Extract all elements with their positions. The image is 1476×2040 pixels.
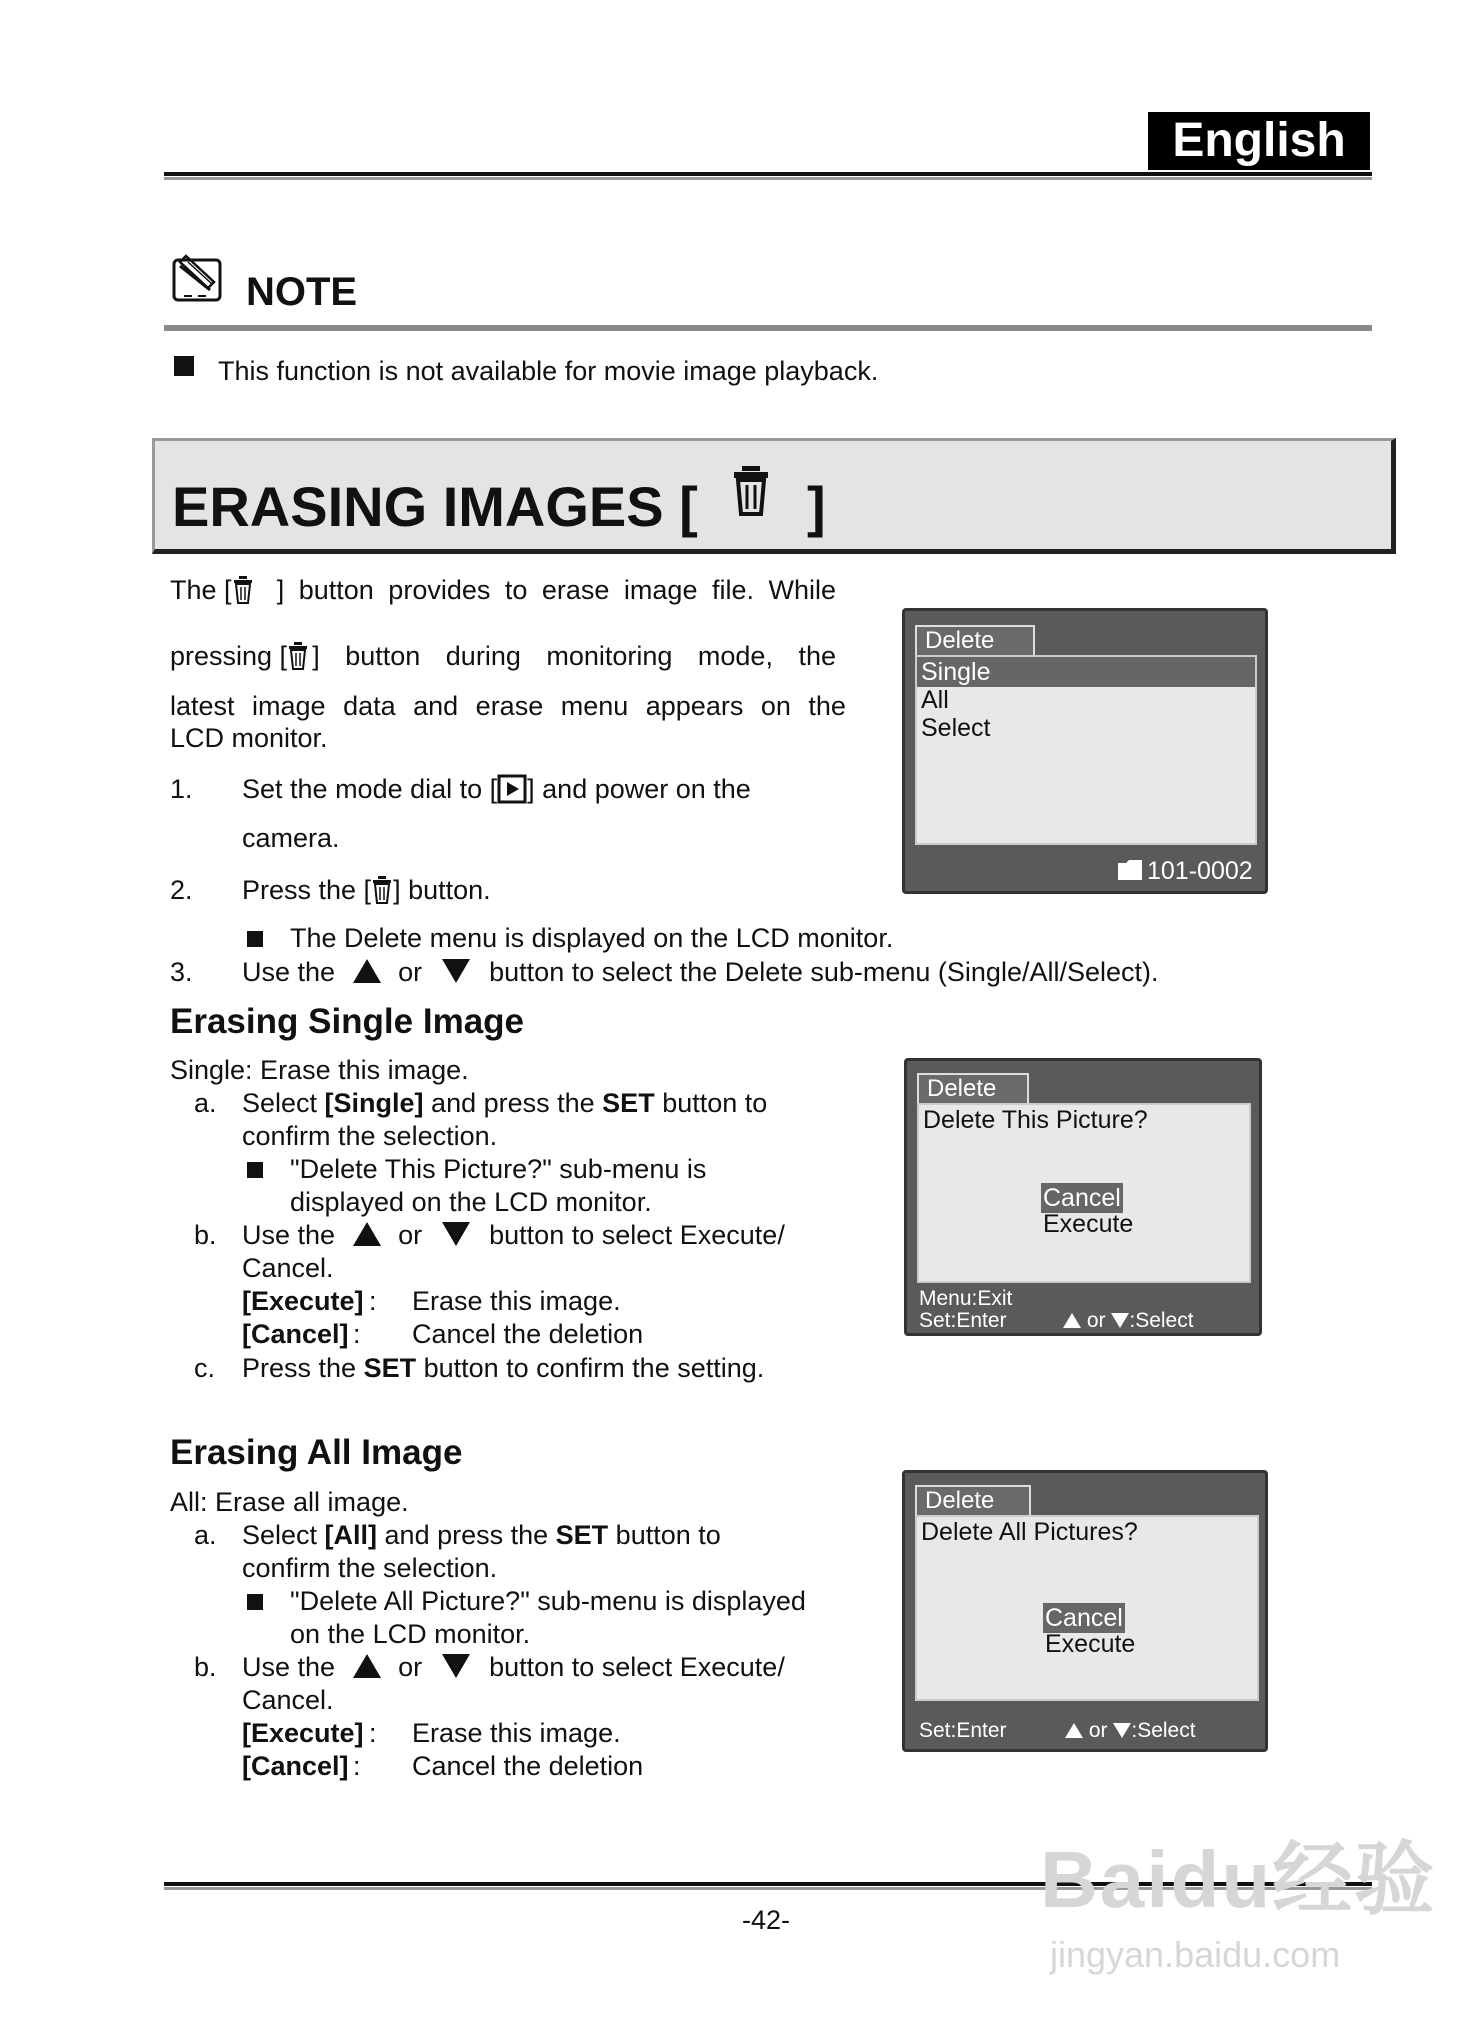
up-arrow-icon <box>1063 1313 1081 1328</box>
folder-icon <box>1117 859 1143 881</box>
execute-label: [Execute] <box>242 1286 364 1316</box>
all-a-continued: confirm the selection. <box>242 1553 498 1583</box>
lcd-panel <box>915 1515 1259 1701</box>
single-a-bullet-1: "Delete This Picture?" sub-menu is <box>290 1154 707 1184</box>
all-b-text: Use the or button to select Execute/ <box>242 1652 785 1682</box>
lcd-footer-select: or :Select <box>1065 1719 1196 1743</box>
menu-item-all[interactable]: All <box>921 686 949 714</box>
lcd-delete-menu <box>902 608 1268 894</box>
execute-option[interactable]: Execute <box>1043 1210 1134 1238</box>
language-badge: English <box>1148 112 1370 170</box>
page-number: -42- <box>741 1905 790 1935</box>
bullet-icon <box>247 1162 263 1183</box>
intro-line-2: pressing [ ] button during monitoring mode, the <box>170 641 836 671</box>
execute-desc: Erase this image. <box>412 1718 621 1748</box>
list-label: a. <box>194 1520 217 1550</box>
lcd-question: Delete This Picture? <box>923 1106 1148 1134</box>
step-1-continued: camera. <box>242 823 340 853</box>
bullet-icon <box>247 931 263 952</box>
up-arrow-icon <box>353 1654 381 1678</box>
trash-icon <box>232 575 254 605</box>
lcd-file-number: 101-0002 <box>1147 857 1253 885</box>
down-arrow-icon <box>442 1654 470 1678</box>
step-number: 1. <box>170 774 193 804</box>
playback-mode-icon <box>497 774 527 804</box>
step-3-text: Use the or button to select the Delete sub-menu (Single/All/Select). <box>242 957 1159 987</box>
all-heading: Erasing All Image <box>170 1433 463 1472</box>
list-label: b. <box>194 1652 217 1682</box>
up-arrow-icon <box>1065 1723 1083 1738</box>
list-label: a. <box>194 1088 217 1118</box>
execute-desc: Erase this image. <box>412 1286 621 1316</box>
up-arrow-icon <box>353 1222 381 1246</box>
all-b-continued: Cancel. <box>242 1685 334 1715</box>
lcd-panel <box>917 1103 1251 1283</box>
lcd-question: Delete All Pictures? <box>921 1518 1138 1546</box>
execute-option[interactable]: Execute <box>1045 1630 1136 1658</box>
up-arrow-icon <box>353 959 381 983</box>
note-pad-icon <box>170 252 226 306</box>
down-arrow-icon <box>442 959 470 983</box>
intro-line-1: The [ ] button provides to erase image file. While <box>170 575 836 605</box>
lcd-footer-exit: Menu:Exit <box>919 1287 1013 1310</box>
single-heading: Erasing Single Image <box>170 1002 524 1041</box>
intro-line-3: latest image data and erase menu appears on the <box>170 691 846 721</box>
single-b-continued: Cancel. <box>242 1253 334 1283</box>
step-1-text: Set the mode dial to [ ] and power on the <box>242 774 751 804</box>
note-rule <box>164 325 1372 331</box>
single-a-continued: confirm the selection. <box>242 1121 498 1151</box>
section-title-suffix: ] <box>806 475 826 538</box>
down-arrow-icon <box>1113 1723 1131 1738</box>
menu-item-select[interactable]: Select <box>921 714 991 742</box>
down-arrow-icon <box>442 1222 470 1246</box>
section-title-prefix: ERASING IMAGES [ <box>172 475 698 538</box>
cancel-option[interactable]: Cancel <box>1043 1184 1121 1212</box>
header-rule-shadow <box>164 177 1372 180</box>
cancel-colon: : <box>353 1751 361 1781</box>
trash-icon <box>287 641 309 671</box>
lcd-footer-enter: Set:Enter <box>919 1309 1007 1332</box>
all-a-bullet-2: on the LCD monitor. <box>290 1619 531 1649</box>
lcd-delete-picture <box>904 1058 1262 1336</box>
single-desc: Single: Erase this image. <box>170 1055 469 1085</box>
note-title: NOTE <box>246 270 358 314</box>
section-title <box>172 462 826 540</box>
single-a-text: Select [Single] and press the SET button to <box>242 1088 768 1118</box>
cancel-label: [Cancel] <box>242 1751 349 1781</box>
list-label: b. <box>194 1220 217 1250</box>
intro-line-4: LCD monitor. <box>170 723 328 753</box>
header-rule <box>164 172 1372 176</box>
cancel-option[interactable]: Cancel <box>1045 1604 1123 1632</box>
all-a-bullet-1: "Delete All Picture?" sub-menu is displayed <box>290 1586 806 1616</box>
cancel-desc: Cancel the deletion <box>412 1319 644 1349</box>
all-a-text: Select [All] and press the SET button to <box>242 1520 721 1550</box>
lcd-tab: Delete <box>915 1485 1031 1515</box>
cancel-desc: Cancel the deletion <box>412 1751 644 1781</box>
lcd-footer-enter: Set:Enter <box>919 1719 1007 1742</box>
bullet-icon <box>247 1594 263 1615</box>
list-label: c. <box>194 1353 216 1383</box>
cancel-colon: : <box>353 1319 361 1349</box>
all-desc: All: Erase all image. <box>170 1487 409 1517</box>
trash-icon <box>371 875 393 905</box>
down-arrow-icon <box>1111 1313 1129 1328</box>
lcd-tab: Delete <box>915 625 1035 655</box>
cancel-label: [Cancel] <box>242 1319 349 1349</box>
execute-colon: : <box>369 1286 377 1316</box>
step-number: 3. <box>170 957 193 987</box>
note-item: This function is not available for movie image playback. <box>218 356 879 386</box>
lcd-tab: Delete <box>917 1073 1029 1103</box>
single-a-bullet-2: displayed on the LCD monitor. <box>290 1187 652 1217</box>
lcd-delete-all <box>902 1470 1268 1752</box>
lcd-footer-select: or :Select <box>1063 1309 1194 1333</box>
baidu-watermark-url: jingyan.baidu.com <box>1050 1934 1341 1975</box>
single-b-text: Use the or button to select Execute/ <box>242 1220 785 1250</box>
execute-colon: : <box>369 1718 377 1748</box>
execute-label: [Execute] <box>242 1718 364 1748</box>
lcd-panel <box>915 655 1257 845</box>
trash-icon <box>727 462 775 522</box>
menu-item-single[interactable]: Single <box>917 657 1255 687</box>
single-c-text: Press the SET button to confirm the setting. <box>242 1353 765 1383</box>
step-2-bullet: The Delete menu is displayed on the LCD monitor. <box>290 923 894 953</box>
step-number: 2. <box>170 875 193 905</box>
note-bullet-icon <box>174 356 194 381</box>
baidu-watermark-logo: Baidu经验 <box>1040 1835 1437 1924</box>
step-2-text: Press the [ ] button. <box>242 875 491 905</box>
